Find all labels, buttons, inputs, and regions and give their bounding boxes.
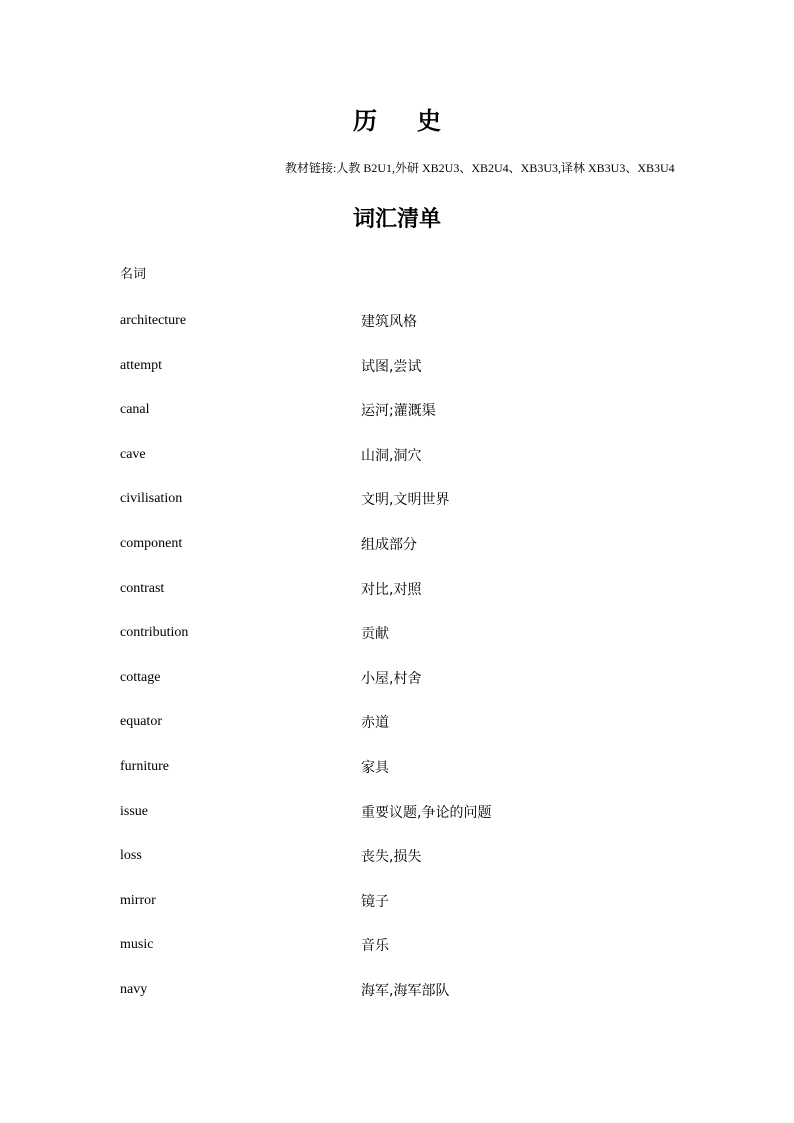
title-part-2: 史 <box>417 107 441 135</box>
vocabulary-list <box>0 311 794 1025</box>
part-of-speech-label: 名词 <box>120 267 147 282</box>
vocabulary-meaning: 海军,海军部队 <box>361 982 450 999</box>
vocabulary-row <box>0 400 794 445</box>
vocabulary-row <box>0 445 794 490</box>
vocabulary-row <box>0 489 794 534</box>
vocabulary-word: cottage <box>120 669 161 685</box>
vocabulary-word: furniture <box>120 758 169 774</box>
vocabulary-meaning: 文明,文明世界 <box>361 492 450 509</box>
vocabulary-word: canal <box>120 402 150 418</box>
vocabulary-word: navy <box>120 981 148 997</box>
vocabulary-meaning: 山洞,洞穴 <box>361 447 422 464</box>
vocabulary-word: component <box>120 535 183 551</box>
vocabulary-meaning: 组成部分 <box>361 536 417 553</box>
vocabulary-meaning: 赤道 <box>361 715 389 732</box>
vocabulary-row <box>0 311 794 356</box>
vocabulary-row <box>0 579 794 624</box>
vocabulary-row <box>0 356 794 401</box>
vocabulary-row <box>0 846 794 891</box>
vocabulary-row <box>0 757 794 802</box>
vocabulary-meaning: 重要议题,争论的问题 <box>361 804 492 821</box>
vocabulary-meaning: 运河;灌溉渠 <box>361 403 436 420</box>
vocabulary-meaning: 试图,尝试 <box>361 358 422 375</box>
vocabulary-word: music <box>120 937 154 953</box>
vocabulary-row <box>0 891 794 936</box>
page-title <box>0 101 794 136</box>
vocabulary-word: civilisation <box>120 491 183 507</box>
vocabulary-word: attempt <box>120 357 162 373</box>
vocabulary-meaning: 丧失,损失 <box>361 849 422 866</box>
vocabulary-word: contribution <box>120 625 189 641</box>
textbook-source-note: 教材链接:人教 B2U1,外研 XB2U3、XB2U4、XB3U3,译林 XB3U3、XB3U4 <box>285 161 675 175</box>
vocabulary-row <box>0 623 794 668</box>
vocabulary-meaning: 对比,对照 <box>361 581 422 598</box>
vocabulary-meaning: 镜子 <box>361 893 389 910</box>
vocabulary-meaning: 家具 <box>361 759 389 776</box>
vocabulary-word: issue <box>120 803 148 819</box>
vocabulary-meaning: 贡献 <box>361 626 389 643</box>
vocabulary-row <box>0 668 794 713</box>
vocabulary-meaning: 音乐 <box>361 938 389 955</box>
vocabulary-word: equator <box>120 714 162 730</box>
section-heading: 词汇清单 <box>352 207 441 232</box>
vocabulary-row <box>0 802 794 847</box>
vocabulary-word: contrast <box>120 580 165 596</box>
vocabulary-row <box>0 534 794 579</box>
vocabulary-word: architecture <box>120 313 187 328</box>
title-part-1: 历 <box>353 107 377 135</box>
vocabulary-row <box>0 935 794 980</box>
vocabulary-meaning: 小屋,村舍 <box>361 670 422 687</box>
vocabulary-row <box>0 712 794 757</box>
vocabulary-meaning: 建筑风格 <box>361 314 417 330</box>
vocabulary-word: mirror <box>120 892 156 908</box>
vocabulary-word: loss <box>120 848 142 864</box>
vocabulary-word: cave <box>120 446 146 462</box>
vocabulary-row <box>0 980 794 1025</box>
